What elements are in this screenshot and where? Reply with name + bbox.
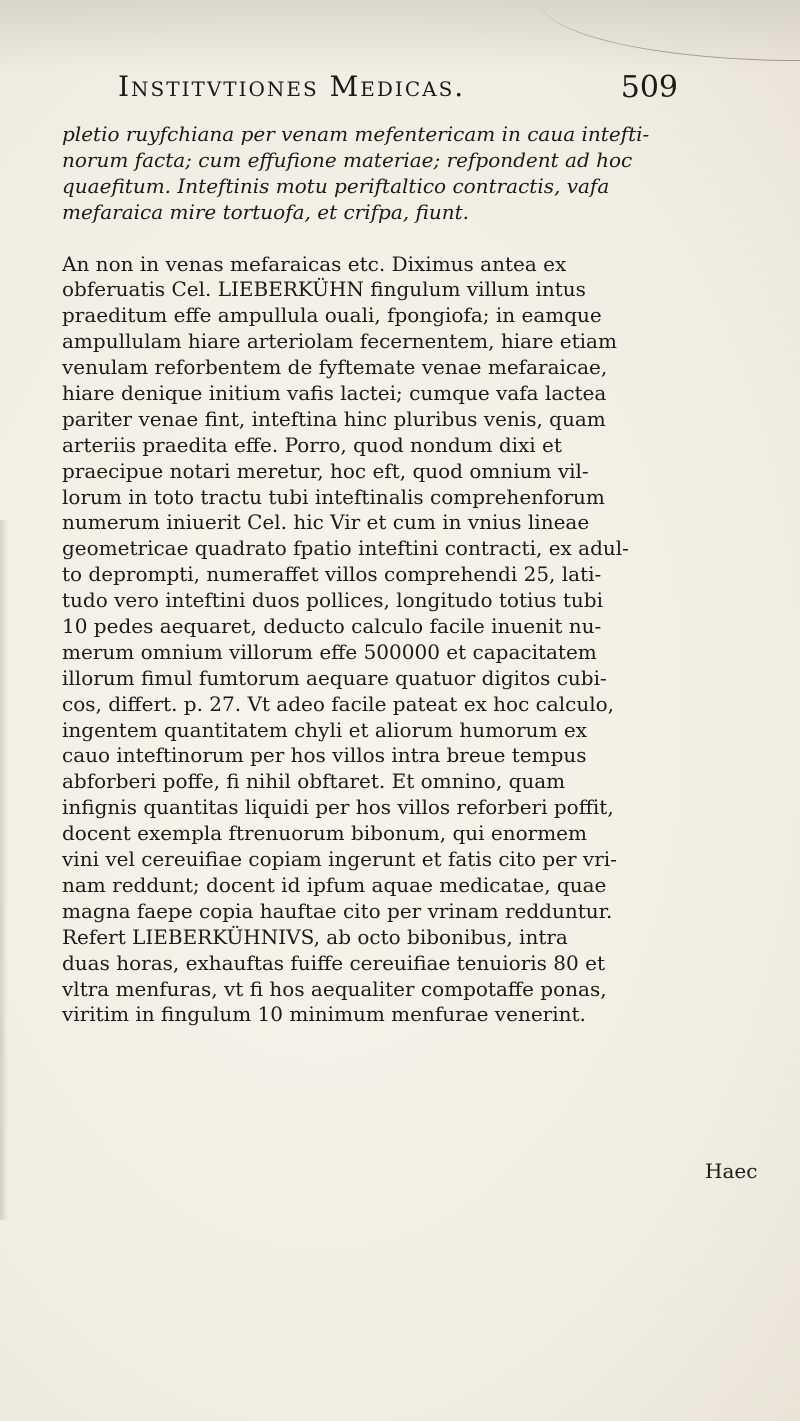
text-line: ingentem quantitatem chyli et aliorum humorum ex bbox=[62, 717, 587, 742]
text-line: vini vel cereuifiae copiam ingerunt et fatis cito per vri- bbox=[62, 847, 617, 872]
text-line: magna faepe copia hauftae cito per vrinam redduntur. bbox=[62, 898, 613, 923]
catchword: Haec bbox=[705, 1159, 758, 1183]
running-head bbox=[118, 70, 678, 103]
text-line: abforberi poffe, fi nihil obftaret. Et omnino, quam bbox=[62, 769, 566, 794]
text-line: duas horas, exhauftas fuiffe cereuifiae tenuioris 80 et bbox=[62, 950, 605, 975]
text-line: pariter venae fint, inteftina hinc pluribus venis, quam bbox=[62, 406, 606, 431]
text-line: lorum in toto tractu tubi inteftinalis comprehenforum bbox=[62, 484, 605, 509]
text-line: 10 pedes aequaret, deducto calculo facile inuenit nu- bbox=[62, 614, 602, 639]
text-line: vltra menfuras, vt fi hos aequaliter compotaffe ponas, bbox=[62, 976, 607, 1001]
text-line: geometricae quadrato fpatio inteftini contracti, ex adul- bbox=[62, 536, 629, 561]
text-line: cos, differt. p. 27. Vt adeo facile pateat ex hoc calculo, bbox=[62, 691, 615, 716]
text-line: nam reddunt; docent id ipfum aquae medicatae, quae bbox=[62, 872, 607, 897]
text-line: An non in venas mefaraicas etc. Diximus antea ex bbox=[62, 251, 567, 276]
text-line: hiare denique initium vafis lactei; cumque vafa lactea bbox=[62, 381, 607, 406]
binding-shadow bbox=[0, 520, 8, 1220]
text-line: venulam reforbentem de fyftemate venae mefaraicae, bbox=[62, 355, 608, 380]
text-line: to deprompti, numeraffet villos comprehendi 25, lati- bbox=[62, 562, 602, 587]
text-line: numerum iniuerit Cel. hic Vir et cum in vnius lineae bbox=[62, 510, 590, 535]
text-line: Refert LIEBERKÜHNIVS, ab octo bibonibus, intra bbox=[62, 924, 568, 949]
text-line: obferuatis Cel. LIEBERKÜHN fingulum villum intus bbox=[62, 277, 586, 302]
text-line: mefaraica mire tortuofa, et crifpa, fiunt. bbox=[62, 199, 469, 224]
page-number: 509 bbox=[620, 70, 678, 105]
text-line: praecipue notari meretur, hoc eft, quod omnium vil- bbox=[62, 458, 589, 483]
text-line: ampullulam hiare arteriolam fecernentem, hiare etiam bbox=[62, 329, 617, 354]
body-text bbox=[62, 122, 762, 1028]
paragraph-gap bbox=[62, 226, 762, 252]
text-line: infignis quantitas liquidi per hos villos reforberi poffit, bbox=[62, 795, 614, 820]
running-head-title: Institvtiones Medicas. bbox=[118, 70, 466, 103]
text-line: merum omnium villorum effe 500000 et capacitatem bbox=[62, 639, 597, 664]
text-line: norum facta; cum effufione materiae; refpondent ad hoc bbox=[62, 147, 633, 172]
text-line: praeditum effe ampullula ouali, fpongiofa; in eamque bbox=[62, 303, 602, 328]
text-line: docent exempla ftrenuorum bibonum, qui enormem bbox=[62, 821, 587, 846]
text-line: illorum fimul fumtorum aequare quatuor digitos cubi- bbox=[62, 665, 607, 690]
text-line: arteriis praedita effe. Porro, quod nondum dixi et bbox=[62, 432, 562, 457]
text-line: viritim in fingulum 10 minimum menfurae venerint. bbox=[62, 1002, 586, 1027]
text-line: cauo inteftinorum per hos villos intra breue tempus bbox=[62, 743, 587, 768]
text-line: pletio ruyfchiana per venam mefentericam in caua intefti- bbox=[62, 122, 650, 146]
text-line: quaefitum. Inteftinis motu periftaltico contractis, vafa bbox=[62, 173, 610, 198]
text-line: tudo vero inteftini duos pollices, longitudo totius tubi bbox=[62, 588, 603, 613]
